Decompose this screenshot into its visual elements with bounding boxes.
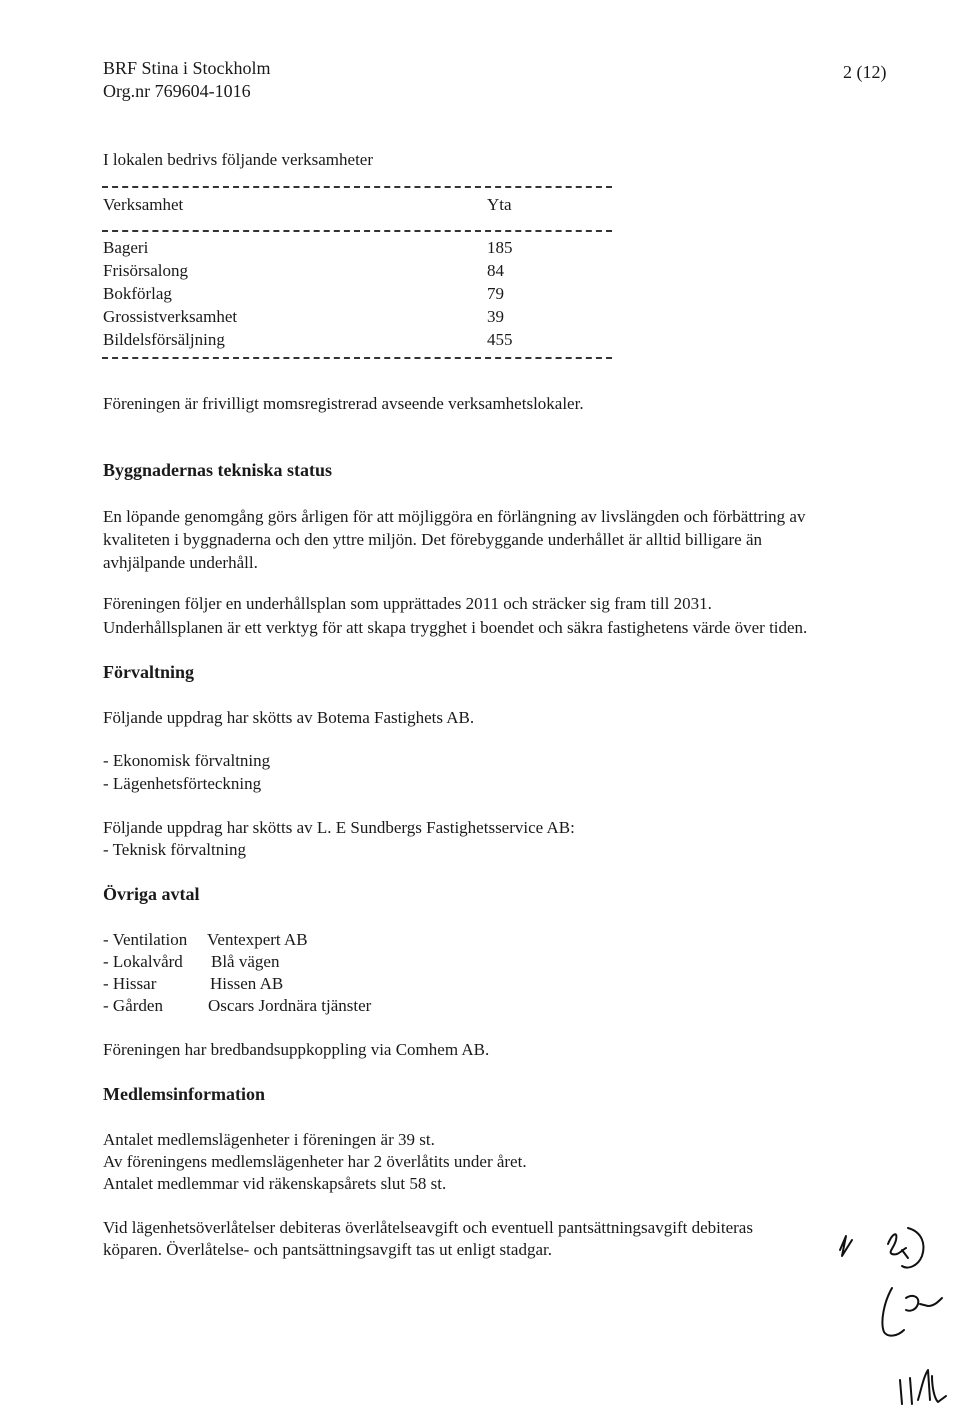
transfer-fee-text-line: Vid lägenhetsöverlåtelser debiteras överlåtelseavgift och eventuell pantsättningsavgift debiteras [103, 1218, 753, 1237]
agreement-provider: Hissen AB [210, 974, 284, 993]
org-number: Org.nr 769604-1016 [103, 81, 251, 101]
activity-area: 185 [487, 238, 513, 257]
management-intro: Följande uppdrag har skötts av L. E Sundbergs Fastighetsservice AB: [103, 818, 575, 837]
members-line: Antalet medlemmar vid räkenskapsårets slut 58 st. [103, 1174, 447, 1193]
section-heading-management: Förvaltning [103, 662, 195, 682]
maintenance-plan-text-line: Föreningen följer en underhållsplan som upprättades 2011 och sträcker sig fram till 2031. [103, 594, 712, 613]
technical-status-text-line: kvaliteten i byggnaderna och den yttre miljön. Det förebyggande underhållet är alltid billigare än [103, 530, 762, 549]
management-item: - Lägenhetsförteckning [103, 774, 262, 793]
agreement-provider: Blå vägen [211, 952, 280, 971]
activity-name: Frisörsalong [103, 261, 188, 280]
table-divider-top [102, 186, 612, 188]
technical-status-text-line: avhjälpande underhåll. [103, 553, 258, 572]
signature-scribbles [820, 1200, 960, 1408]
activity-name: Bokförlag [103, 284, 172, 303]
activity-name: Bageri [103, 238, 149, 257]
activity-name: Grossistverksamhet [103, 307, 238, 326]
activity-area: 84 [487, 261, 504, 280]
agreement-service: - Lokalvård [103, 952, 183, 971]
activity-area: 39 [487, 307, 504, 326]
maintenance-plan-text-line: Underhållsplanen är ett verktyg för att skapa trygghet i boendet och säkra fastighetens värde över tiden. [103, 618, 808, 637]
table-divider-header [102, 230, 612, 232]
vat-note: Föreningen är frivilligt momsregistrerad avseende verksamhetslokaler. [103, 394, 584, 413]
agreement-service: - Ventilation [103, 930, 188, 949]
management-intro: Följande uppdrag har skötts av Botema Fastighets AB. [103, 708, 475, 727]
table-row [103, 238, 523, 260]
org-name: BRF Stina i Stockholm [103, 58, 271, 78]
technical-status-text-line: En löpande genomgång görs årligen för att möjliggöra en förlängning av livslängden och förbättring av [103, 507, 806, 526]
table-row [103, 330, 523, 352]
premises-intro: I lokalen bedrivs följande verksamheter [103, 150, 374, 169]
table-row [103, 284, 523, 306]
agreement-provider: Ventexpert AB [207, 930, 308, 949]
members-line: Av föreningens medlemslägenheter har 2 överlåtits under året. [103, 1152, 527, 1171]
table-row [103, 307, 523, 329]
management-item: - Ekonomisk förvaltning [103, 751, 271, 770]
activity-area: 455 [487, 330, 513, 349]
section-heading-other-agreements: Övriga avtal [103, 884, 200, 904]
agreement-service: - Hissar [103, 974, 157, 993]
column-header-activity: Verksamhet [103, 195, 184, 214]
page-number: 2 (12) [843, 62, 887, 82]
broadband-note: Föreningen har bredbandsuppkoppling via Comhem AB. [103, 1040, 490, 1059]
table-divider-bottom [102, 357, 612, 359]
activity-name: Bildelsförsäljning [103, 330, 225, 349]
agreement-provider: Oscars Jordnära tjänster [208, 996, 372, 1015]
transfer-fee-text-line: köparen. Överlåtelse- och pantsättningsavgift tas ut enligt stadgar. [103, 1240, 552, 1259]
activity-area: 79 [487, 284, 504, 303]
handwritten-initials [820, 1200, 960, 1408]
column-header-area: Yta [487, 195, 512, 214]
table-row [103, 261, 523, 283]
section-heading-members: Medlemsinformation [103, 1084, 265, 1104]
agreement-service: - Gården [103, 996, 163, 1015]
section-heading-technical-status: Byggnadernas tekniska status [103, 460, 333, 480]
management-item: - Teknisk förvaltning [103, 840, 246, 859]
members-line: Antalet medlemslägenheter i föreningen är 39 st. [103, 1130, 435, 1149]
